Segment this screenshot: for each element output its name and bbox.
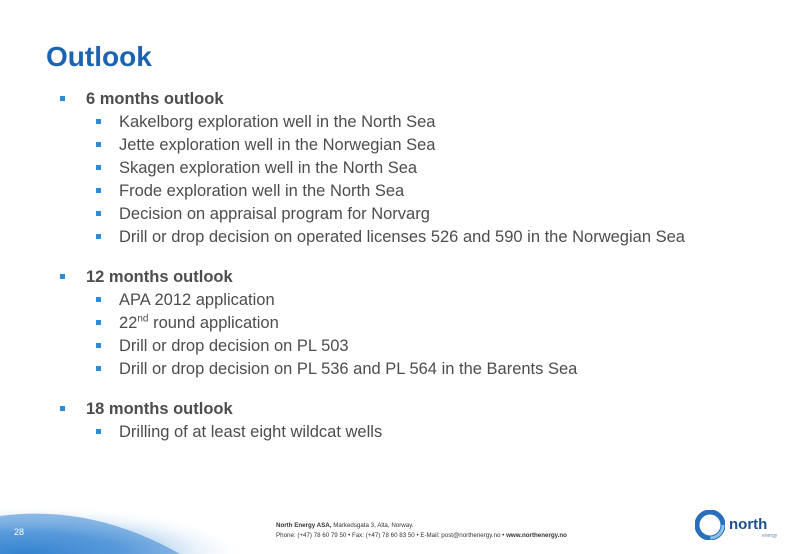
list-item (60, 227, 729, 247)
square-bullet-icon (96, 165, 101, 170)
square-bullet-icon (60, 96, 65, 101)
section-heading-text: 6 months outlook (86, 90, 224, 108)
north-energy-logo (693, 508, 793, 544)
website-link[interactable]: www.northenergy.no (504, 532, 567, 539)
square-bullet-icon (60, 406, 65, 411)
page-number: 28 (14, 527, 25, 537)
list-item-text: Drill or drop decision on operated licenses 526 and 590 in the Norwegian Sea (119, 228, 685, 246)
footer-contact-line (276, 531, 567, 541)
section-6-months (60, 89, 740, 247)
list-item (60, 112, 729, 132)
section-heading (60, 399, 740, 419)
list-item-text: round application (148, 314, 279, 332)
list-item (60, 181, 729, 201)
list-item (60, 158, 729, 178)
company-address: Markedsgata 3, Alta, Norway. (331, 522, 414, 529)
list-item-text: Skagen exploration well in the North Sea (119, 159, 418, 177)
list-item-text: Frode exploration well in the North Sea (119, 182, 405, 200)
slide-title: Outlook (46, 41, 152, 72)
company-name: North Energy ASA, (276, 522, 332, 529)
square-bullet-icon (96, 142, 101, 147)
section-heading-text: 12 months outlook (86, 268, 233, 286)
list-item-text: Kakelborg exploration well in the North Sea (119, 113, 436, 131)
list-item (60, 290, 729, 310)
square-bullet-icon (96, 211, 101, 216)
section-heading-text: 18 months outlook (86, 400, 233, 418)
contact-details: Phone: (+47) 78 60 79 50 • Fax: (+47) 78 60 83 50 • E-Mail: post@northenergy.no • (276, 532, 505, 539)
list-item-text: APA 2012 application (119, 291, 275, 309)
list-item-text: Drill or drop decision on PL 503 (119, 337, 349, 355)
list-item (60, 336, 729, 356)
list-item-text: 22 (119, 314, 138, 332)
section-12-months (60, 267, 740, 379)
list-item (60, 422, 729, 442)
logo-wordmark: north (729, 516, 768, 533)
section-18-months (60, 399, 740, 442)
square-bullet-icon (60, 274, 65, 279)
list-item-text: Decision on appraisal program for Norvarg (119, 205, 430, 223)
section-heading (60, 89, 740, 109)
outlook-content (60, 89, 740, 462)
square-bullet-icon (96, 234, 101, 239)
square-bullet-icon (96, 320, 101, 325)
square-bullet-icon (96, 366, 101, 371)
logo-subtext: energy (762, 533, 778, 539)
ordinal-suffix: nd (137, 313, 149, 325)
list-item-text: Drilling of at least eight wildcat wells (119, 423, 383, 441)
list-item (60, 359, 729, 379)
square-bullet-icon (96, 297, 101, 302)
square-bullet-icon (96, 119, 101, 124)
list-item (60, 204, 729, 224)
footer-address-line (276, 521, 567, 531)
list-item (60, 313, 729, 333)
square-bullet-icon (96, 429, 101, 434)
square-bullet-icon (96, 343, 101, 348)
section-heading (60, 267, 740, 287)
square-bullet-icon (96, 188, 101, 193)
list-item-text: Drill or drop decision on PL 536 and PL 564 in the Barents Sea (119, 360, 578, 378)
list-item-text: Jette exploration well in the Norwegian Sea (119, 136, 436, 154)
swirl-logo-icon (695, 510, 725, 540)
list-item (60, 135, 729, 155)
footer-contact (276, 521, 567, 541)
